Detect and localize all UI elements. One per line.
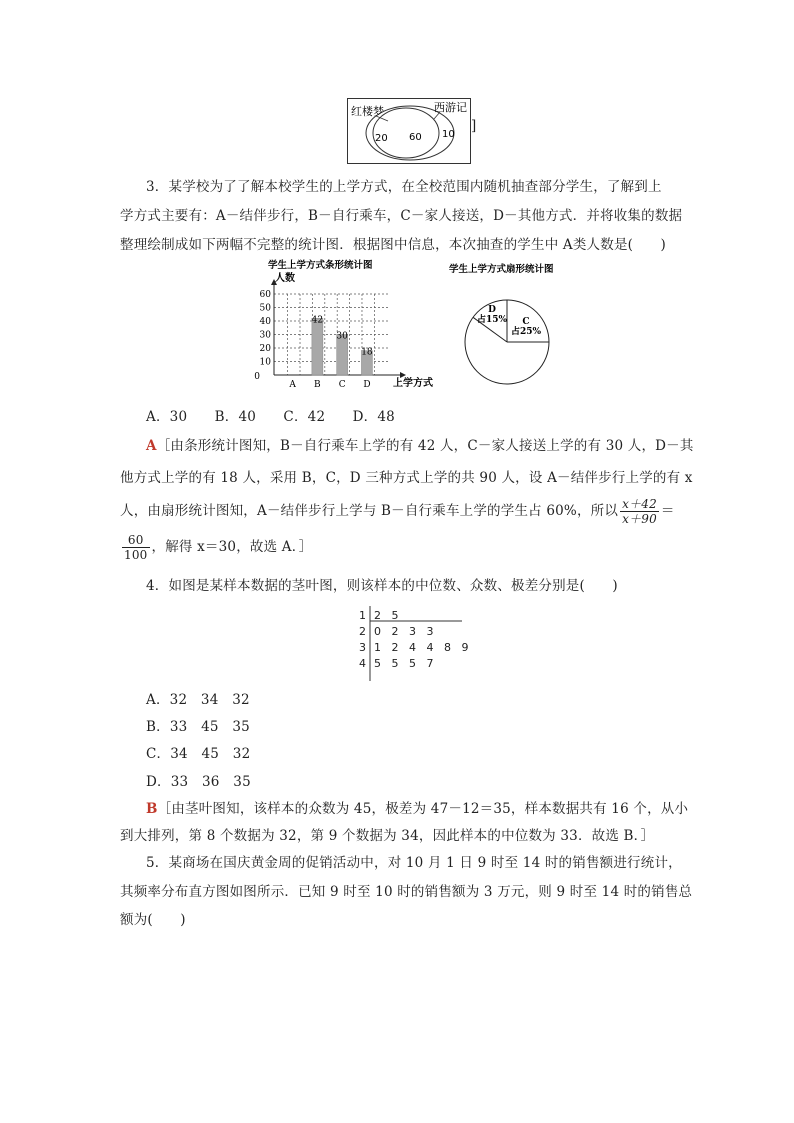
bar-chart-xticks <box>288 380 370 390</box>
q3-answer-text4: ，解得 x＝30，故选 A．］ <box>151 539 313 555</box>
q3-frac2-num: 60 <box>122 533 150 548</box>
venn-right-label: 西游记 <box>434 101 467 114</box>
q4-answer-text1: ［由茎叶图知，该样本的众数为 45，极差为 47－12＝35，样本数据共有 16 个，从小 <box>157 801 689 817</box>
bar-ytick-10: 10 <box>259 357 271 368</box>
pie-label-c: C <box>522 317 530 327</box>
bar-chart-bars <box>312 315 373 375</box>
q4-answer-line1 <box>146 795 688 824</box>
q4-option-d: D．33 36 35 <box>146 774 251 790</box>
q4-option-a: A．32 34 32 <box>146 692 250 708</box>
stem-1: 1 <box>359 609 366 622</box>
q3-answer-text3: 人，由扇形统计图知，A－结伴步行上学与 B－自行乘车上学的学生占 60%，所以 <box>120 503 619 519</box>
venn-right-only: 10 <box>442 129 455 140</box>
venn-bracket: ] <box>471 118 477 134</box>
q4-line1: 4．如图是某样本数据的茎叶图，则该样本的中位数、众数、极差分别是( ) <box>146 578 618 594</box>
leaves-4: 5 5 5 7 <box>374 657 434 670</box>
q3-answer-line4 <box>120 533 312 562</box>
bar-chart-title: 学生上学方式条形统计图 <box>268 260 373 271</box>
bar-ytick-50: 50 <box>259 303 271 314</box>
venn-left-only: 20 <box>375 133 388 144</box>
bar-ytick-30: 30 <box>259 330 271 341</box>
venn-both: 60 <box>409 132 422 143</box>
q4-answer-letter: B <box>146 801 158 817</box>
leaves-3: 1 2 4 4 8 9 <box>374 641 469 654</box>
q3-frac1-den: x＋90 <box>622 512 657 526</box>
q3-answer-line2: 他方式上学的有 18 人，采用 B，C，D 三种方式上学的共 90 人，设 A－结伴步行上学的有 x <box>120 470 693 486</box>
pie-chart <box>445 262 585 387</box>
q5-line2: 其频率分布直方图如图所示．已知 9 时至 10 时的销售额为 3 万元，则 9 时至 14 时的销售总 <box>120 884 693 900</box>
stem-4: 4 <box>359 657 366 670</box>
pie-chart-slices <box>465 300 549 384</box>
q3-equals: ＝ <box>660 503 675 519</box>
stem-2: 2 <box>359 625 366 638</box>
q3-line3: 整理绘制成如下两幅不完整的统计图．根据图中信息，本次抽查的学生中 A类人数是( ) <box>120 237 666 253</box>
venn-svg <box>348 99 470 163</box>
venn-left-label: 红楼梦 <box>351 105 384 118</box>
venn-diagram <box>347 98 471 164</box>
bar-B <box>312 318 323 375</box>
bar-ytick-0: 0 <box>254 372 260 382</box>
q5-line3: 额为( ) <box>120 912 186 928</box>
bar-ytick-60: 60 <box>259 290 271 300</box>
q3-frac1-num: x＋42 <box>622 497 657 511</box>
q3-answer-line1 <box>146 432 694 461</box>
bar-xtick-C: C <box>338 380 346 390</box>
q3-line1: 3．某学校为了了解本校学生的上学方式，在全校范围内随机抽查部分学生，了解到上 <box>146 179 662 195</box>
pie-percent-d: 占15% <box>476 315 508 325</box>
q4-answer-line2: 到大排列，第 8 个数据为 32，第 9 个数据为 34，因此样本的中位数为 33．故选 B．］ <box>120 828 655 844</box>
bar-value-label-D: 18 <box>361 347 373 358</box>
q3-fraction1 <box>620 497 659 526</box>
bar-chart-yticks <box>254 290 271 382</box>
pie-label-d: D <box>488 305 496 315</box>
bar-value-label-B: 42 <box>311 315 324 326</box>
q3-line2: 学方式主要有：A－结伴步行，B－自行乘车，C－家人接送，D－其他方式．并将收集的数据 <box>120 208 683 224</box>
bar-chart-xlabel: 上学方式 <box>393 378 433 389</box>
q3-frac2-den: 100 <box>124 548 148 562</box>
bar-chart-ylabel: 人数 <box>275 273 295 284</box>
q3-answer-line3 <box>120 497 675 526</box>
pie-percent-c: 占25% <box>510 327 542 337</box>
q3-options: A．30 B．40 C．42 D．48 <box>146 409 395 425</box>
bar-xtick-D: D <box>363 380 371 390</box>
bar-ytick-40: 40 <box>259 317 271 327</box>
q4-option-b: B．33 45 35 <box>146 719 250 735</box>
bar-xtick-B: B <box>314 380 321 390</box>
leaves-1: 2 5 <box>374 609 399 622</box>
q4-option-c: C．34 45 32 <box>146 746 251 762</box>
bar-value-label-C: 30 <box>336 331 348 342</box>
q3-answer-text1: ［由条形统计图知，B－自行乘车上学的有 42 人，C－家人接送上学的有 30 人，D－其 <box>156 438 694 454</box>
stem-3: 3 <box>359 641 366 654</box>
leaves-2: 0 2 3 3 <box>374 625 434 638</box>
q3-answer-letter: A <box>146 438 157 454</box>
bar-ytick-20: 20 <box>259 344 271 354</box>
bar-xtick-A: A <box>289 380 296 390</box>
q3-fraction2 <box>122 533 150 562</box>
q5-line1: 5．某商场在国庆黄金周的促销活动中，对 10 月 1 日 9 时至 14 时的销售额进行统计， <box>146 855 682 871</box>
bar-chart <box>250 255 435 395</box>
pie-chart-title: 学生上学方式扇形统计图 <box>449 264 554 275</box>
